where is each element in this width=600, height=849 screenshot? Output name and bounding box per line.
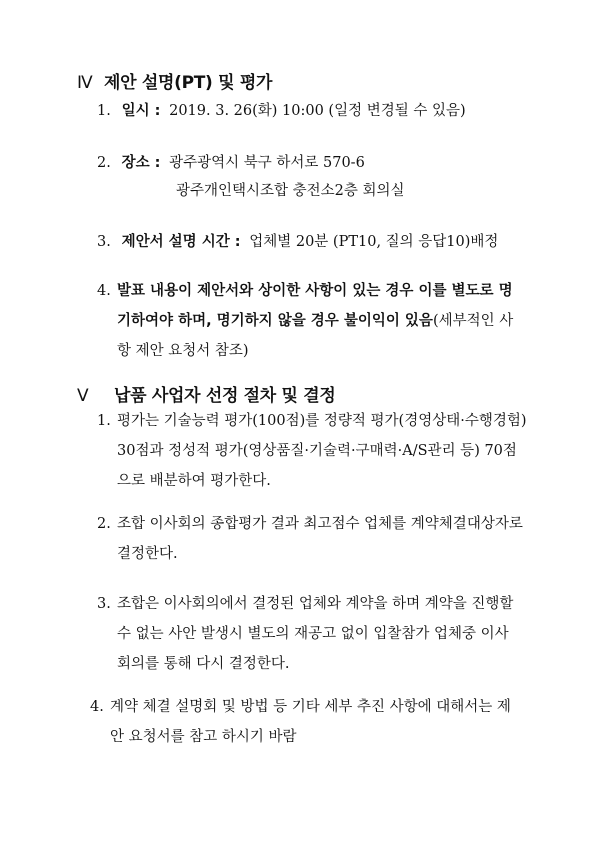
section-4-numeral: Ⅳ: [77, 73, 93, 93]
section-5-item-2: [97, 509, 523, 569]
paragraph-line: [97, 466, 527, 496]
section-4-item-1: [97, 99, 466, 120]
section-4-item-3: [97, 230, 498, 251]
paragraph-line: [97, 619, 513, 649]
paragraph-line: [97, 436, 527, 466]
item-text: 2019. 3. 26(화) 10:00 (일정 변경될 수 있음): [169, 103, 466, 119]
paragraph-text: 30점과 정성적 평가(영상품질·기술력·구매력·A/S관리 등) 70점: [117, 443, 517, 459]
item-label: 장소 :: [121, 155, 161, 171]
item-text: 업체별 20분 (PT10, 질의 응답10)배정: [249, 234, 499, 250]
section-5-item-1: [97, 406, 527, 496]
paragraph-line: [97, 509, 523, 539]
item-text: 광주개인택시조합 충전소2층 회의실: [176, 183, 405, 199]
paragraph-line: [97, 649, 513, 679]
paragraph-text: 평가는 기술능력 평가(100점)를 정량적 평가(경영상태·수행경험): [117, 413, 527, 429]
paragraph-text: 조합 이사회의 종합평가 결과 최고점수 업체를 계약체결대상자로: [117, 516, 523, 532]
section-4-item-2: [97, 151, 365, 172]
paragraph-text: 발표 내용이 제안서와 상이한 사항이 있는 경우 이를 별도로 명: [117, 283, 513, 299]
section-4-title: 제안 설명(PT) 및 평가: [104, 73, 273, 93]
paragraph-line: [97, 539, 523, 569]
item-number: 4.: [97, 283, 111, 299]
paragraph-line: [97, 306, 513, 336]
item-number: 4.: [90, 699, 104, 715]
item-number: 1.: [97, 413, 111, 429]
section-5-title: 납품 사업자 선정 절차 및 결정: [113, 386, 336, 406]
section-5-item-3: [97, 589, 513, 679]
paragraph-text: 계약 체결 설명회 및 방법 등 기타 세부 추진 사항에 대해서는 제: [110, 699, 511, 715]
section-4-item-2-line-2: [176, 179, 405, 200]
section-4-heading: [77, 68, 272, 93]
paragraph-line: [97, 276, 513, 306]
section-4-item-4: [97, 276, 513, 366]
paragraph-line: [90, 722, 511, 752]
paragraph-text: (세부적인 사: [432, 313, 514, 329]
paragraph-line: [90, 692, 511, 722]
paragraph-line: [97, 589, 513, 619]
paragraph-text: 결정한다.: [117, 546, 178, 562]
paragraph-text-bold: 기하여야 하며, 명기하지 않을 경우 불이익이 있음: [117, 313, 433, 329]
paragraph-text: 항 제안 요청서 참조): [117, 343, 249, 359]
item-text: 광주광역시 북구 하서로 570-6: [169, 155, 365, 171]
item-number: 2.: [97, 155, 111, 171]
item-number: 3.: [97, 596, 111, 612]
item-number: 1.: [97, 103, 111, 119]
paragraph-line: [97, 406, 527, 436]
section-5-heading: [77, 381, 336, 406]
item-number: 3.: [97, 234, 111, 250]
paragraph-text: 안 요청서를 참고 하시기 바람: [110, 729, 297, 745]
paragraph-text: 조합은 이사회의에서 결정된 업체와 계약을 하며 계약을 진행할: [117, 596, 514, 612]
paragraph-text: 수 없는 사안 발생시 별도의 재공고 없이 입찰참가 업체중 이사: [117, 626, 509, 642]
item-label: 일시 :: [121, 103, 161, 119]
item-label: 제안서 설명 시간 :: [121, 234, 241, 250]
section-5-numeral: Ⅴ: [77, 386, 89, 406]
item-number: 2.: [97, 516, 111, 532]
paragraph-line: [97, 336, 513, 366]
paragraph-text: 으로 배분하여 평가한다.: [117, 473, 271, 489]
paragraph-text: 회의를 통해 다시 결정한다.: [117, 656, 290, 672]
section-5-item-4: [90, 692, 511, 752]
